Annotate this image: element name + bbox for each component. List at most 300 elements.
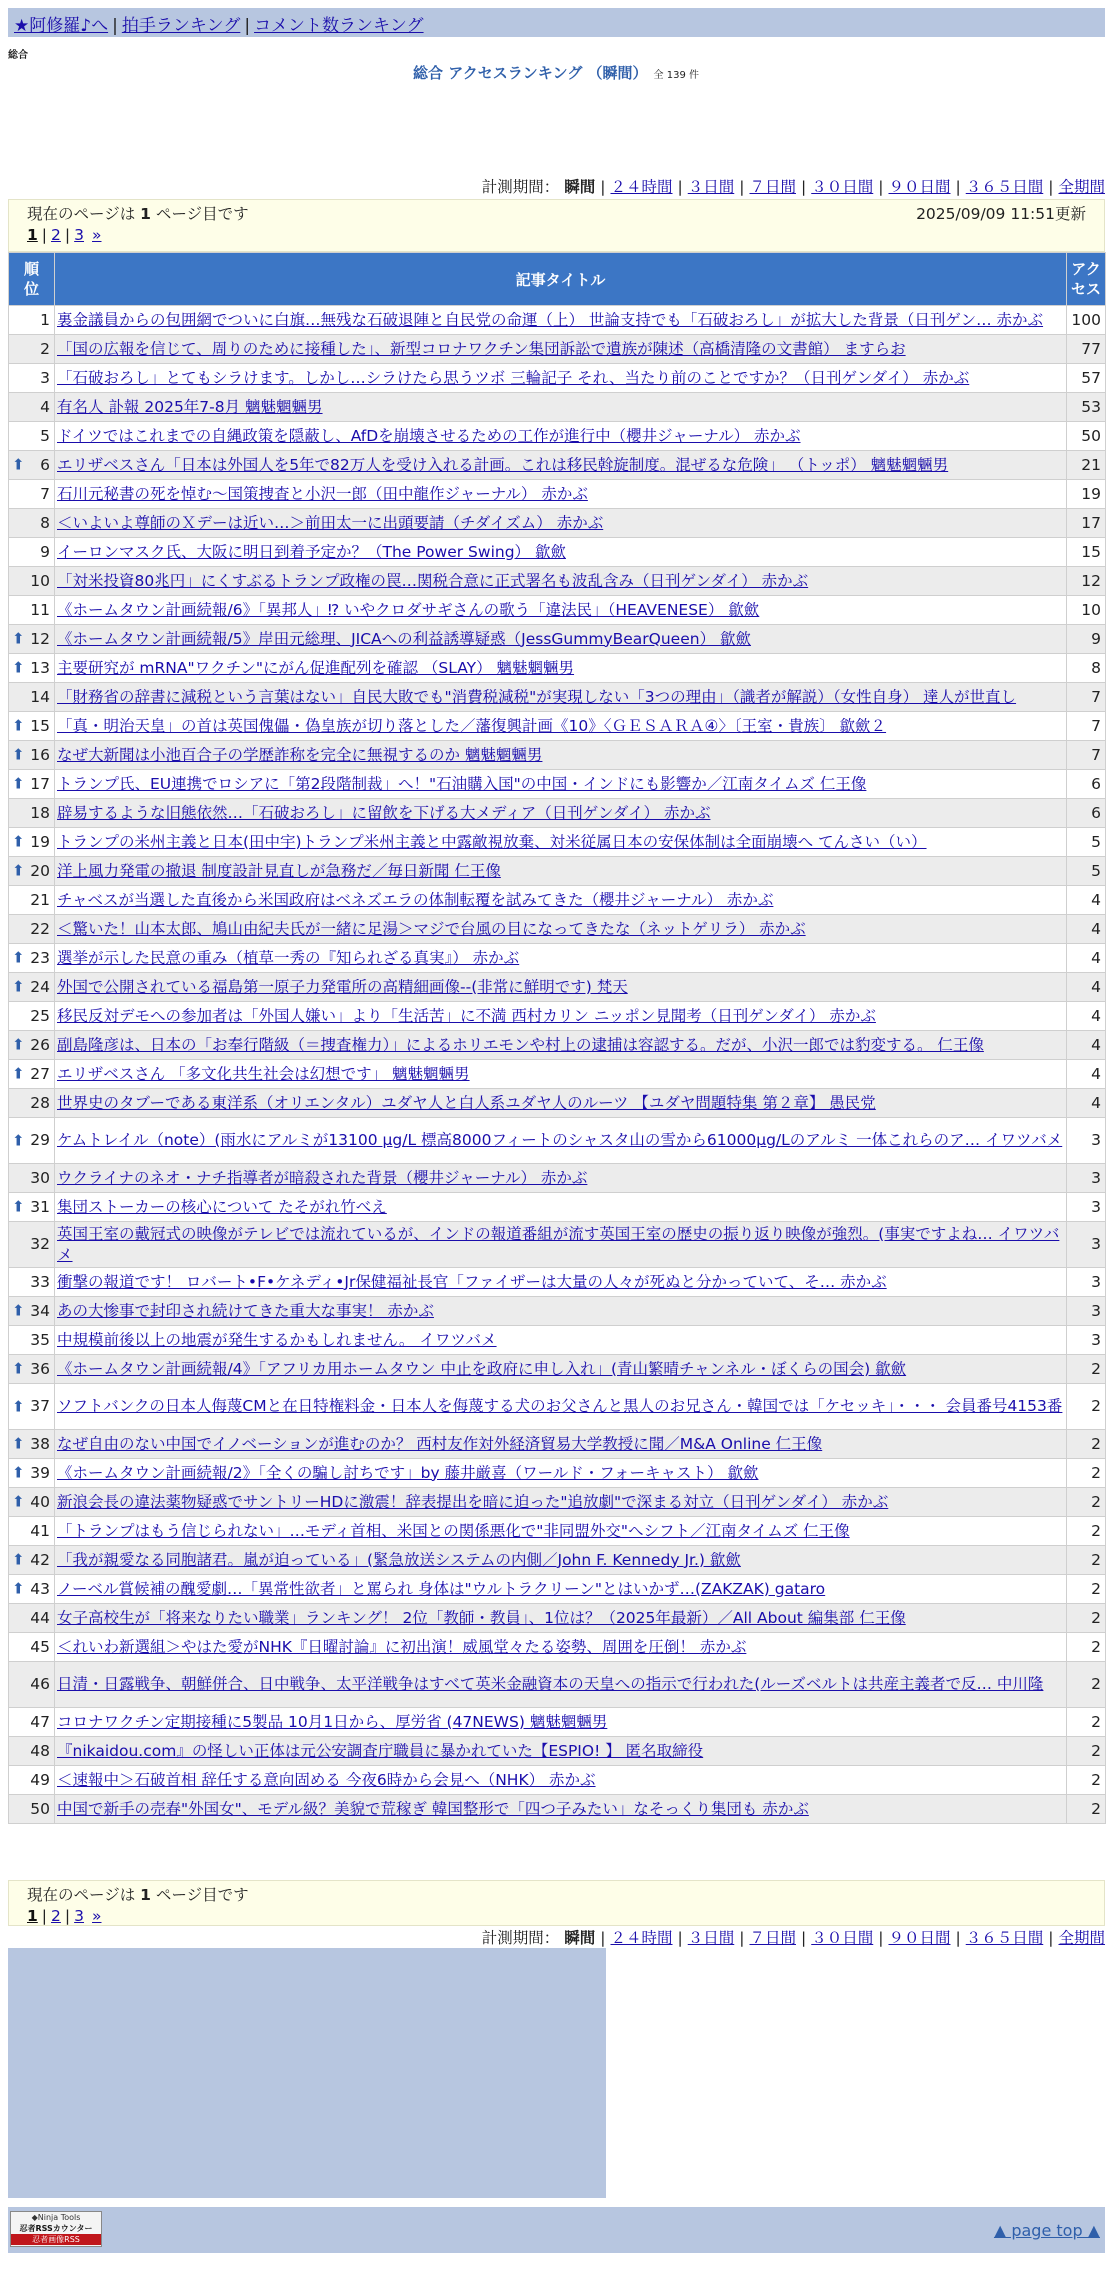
table-row xyxy=(9,1031,1106,1060)
article-title-link[interactable]: チャベスが当選した直後から米国政府はベネズエラの体制転覆を試みてきた（櫻井ジャーナル） 赤かぶ xyxy=(57,890,774,909)
period-bar-bottom: 計測期間： 瞬間 | ２４時間 | ３日間 | ７日間 | ３０日間 | ９０日間 | ３６５日間 | 全期間 xyxy=(481,1929,1105,1947)
rank-cell xyxy=(9,480,55,509)
rank-number: 20 xyxy=(30,861,50,880)
rank-cell xyxy=(9,1326,55,1355)
article-title-link[interactable]: エリザベスさん 「多文化共生社会は幻想です」 魑魅魍魎男 xyxy=(57,1064,470,1083)
access-count: 17 xyxy=(1067,509,1106,538)
access-count: 4 xyxy=(1067,944,1106,973)
title-cell xyxy=(55,654,1067,683)
rank-cell xyxy=(9,1737,55,1766)
period-link-7d[interactable]: ７日間 xyxy=(749,178,796,196)
period-link-7d[interactable]: ７日間 xyxy=(749,1929,796,1947)
rank-up-arrow-icon: ⬆ xyxy=(12,1550,25,1569)
rank-up-arrow-icon: ⬆ xyxy=(12,1359,25,1378)
table-row xyxy=(9,1488,1106,1517)
ad-placeholder[interactable] xyxy=(8,1948,606,2198)
table-row xyxy=(9,683,1106,712)
ninja-tools-logo[interactable]: ◆Ninja Tools 忍者RSSカウンター 忍者画像RSS xyxy=(10,2211,102,2247)
rank-number: 37 xyxy=(30,1397,50,1415)
period-link-90d[interactable]: ９０日間 xyxy=(888,1929,951,1947)
rank-number: 31 xyxy=(30,1197,50,1216)
rank-number: 2 xyxy=(40,339,50,358)
access-count: 2 xyxy=(1067,1546,1106,1575)
period-link-365d[interactable]: ３６５日間 xyxy=(965,178,1044,196)
pager-link-2[interactable]: 2 xyxy=(51,226,61,244)
table-row xyxy=(9,364,1106,393)
pager-link-3[interactable]: 3 xyxy=(74,226,85,244)
table-row xyxy=(9,538,1106,567)
title-cell xyxy=(55,1268,1067,1297)
article-title-link[interactable]: 《ホームタウン計画続報/5》岸田元総理、JICAへの利益誘導疑惑（JessGummyBearQueen） 歙歛 xyxy=(57,629,752,648)
access-count: 8 xyxy=(1067,654,1106,683)
article-title-link[interactable]: 辟易するような旧態依然…「石破おろし」に留飲を下げる大メディア（日刊ゲンダイ） 赤かぶ xyxy=(57,803,711,822)
table-row xyxy=(9,1546,1106,1575)
article-title-link[interactable]: 「真・明治天皇」の首は英国傀儡・偽皇族が切り落とした／藩復興計画《10》〈ＧＥＳＡＲＡ④〉〔王室・貴族〕 歙歛２ xyxy=(57,716,887,735)
table-row xyxy=(9,1326,1106,1355)
title-cell xyxy=(55,596,1067,625)
table-row xyxy=(9,509,1106,538)
rank-up-arrow-icon: ⬆ xyxy=(12,1492,25,1511)
title-cell xyxy=(55,538,1067,567)
title-cell xyxy=(55,1297,1067,1326)
footer-bar xyxy=(8,2207,1105,2253)
title-cell xyxy=(55,364,1067,393)
table-row xyxy=(9,393,1106,422)
rank-number: 42 xyxy=(30,1550,50,1569)
table-row xyxy=(9,799,1106,828)
title-cell xyxy=(55,1633,1067,1662)
rank-number: 18 xyxy=(30,803,50,822)
rank-cell xyxy=(9,625,55,654)
article-title-link[interactable]: ＜速報中＞石破首相 辞任する意向固める 今夜6時から会見へ（NHK） 赤かぶ xyxy=(57,1770,596,1789)
rank-cell xyxy=(9,944,55,973)
article-title-link[interactable]: あの大惨事で封印され続けてきた重大な事実！ 赤かぶ xyxy=(57,1301,434,1320)
period-link-90d[interactable]: ９０日間 xyxy=(888,178,951,196)
table-row xyxy=(9,857,1106,886)
rank-up-arrow-icon: ⬆ xyxy=(12,1434,25,1453)
title-cell xyxy=(55,393,1067,422)
article-title-link[interactable]: 外国で公開されている福島第一原子力発電所の高精細画像--(非常に鮮明です) 梵天 xyxy=(57,977,628,996)
rank-cell xyxy=(9,509,55,538)
page-top-link[interactable]: ▲ page top ▲ xyxy=(993,2221,1100,2240)
rank-cell xyxy=(9,712,55,741)
table-row xyxy=(9,1459,1106,1488)
rank-number: 24 xyxy=(30,977,50,996)
title-cell xyxy=(55,422,1067,451)
period-current: 瞬間 xyxy=(564,178,596,196)
article-title-link[interactable]: 洋上風力発電の撤退 制度設計見直しが急務だ／毎日新聞 仁王像 xyxy=(57,861,501,880)
rank-cell xyxy=(9,422,55,451)
article-title-link[interactable]: 「国の広報を信じて、周りのために接種した」、新型コロナワクチン集団訴訟で遺族が陳述（高橋清隆の文書館） ますらお xyxy=(57,339,906,358)
table-row xyxy=(9,596,1106,625)
pager-bottom: 1 | 2 | 3 » xyxy=(27,1907,102,1925)
title-cell xyxy=(55,1031,1067,1060)
rank-cell xyxy=(9,886,55,915)
title-cell xyxy=(55,828,1067,857)
rank-cell xyxy=(9,306,55,335)
period-label: 計測期間： xyxy=(481,178,560,196)
period-link-30d[interactable]: ３０日間 xyxy=(811,1929,874,1947)
rank-cell xyxy=(9,1766,55,1795)
rank-cell xyxy=(9,915,55,944)
title-cell xyxy=(55,1430,1067,1459)
title-cell xyxy=(55,1060,1067,1089)
rank-cell xyxy=(9,1118,55,1164)
article-title-link[interactable]: 「財務省の辞書に減税という言葉はない」自民大敗でも"消費税減税"が実現しない「3つの理由」（識者が解説）（女性自身） 達人が世直し xyxy=(57,687,1017,706)
access-count: 2 xyxy=(1067,1708,1106,1737)
rank-cell xyxy=(9,799,55,828)
rank-cell xyxy=(9,567,55,596)
access-count: 5 xyxy=(1067,857,1106,886)
rank-up-arrow-icon: ⬆ xyxy=(12,977,25,996)
rank-number: 19 xyxy=(30,832,50,851)
rank-cell xyxy=(9,1297,55,1326)
rank-cell xyxy=(9,335,55,364)
title-cell xyxy=(55,944,1067,973)
title-cell xyxy=(55,1326,1067,1355)
period-link-24h[interactable]: ２４時間 xyxy=(610,1929,673,1947)
access-count: 2 xyxy=(1067,1604,1106,1633)
period-link-30d[interactable]: ３０日間 xyxy=(811,178,874,196)
pager-current: 1 xyxy=(27,226,38,244)
article-title-link[interactable]: 衝撃の報道です！ ロバート•F•ケネディ•Jr保健福祉長官「ファイザーは大量の人々が死ぬと分かっていて、そ… 赤かぶ xyxy=(57,1272,887,1291)
nav-separator: | xyxy=(244,16,251,36)
article-title-link[interactable]: トランプ氏、EU連携でロシアに「第2段階制裁」へ！"石油購入国"の中国・インドにも影響か／江南タイムズ 仁王像 xyxy=(57,774,867,793)
article-title-link[interactable]: 英国王室の戴冠式の映像がテレビでは流れているが、インドの報道番組が流す英国王室の歴史の振り返り映像が強烈。(事実ですよね… イワツバメ xyxy=(57,1224,1060,1264)
title-cell xyxy=(55,915,1067,944)
article-title-link[interactable]: 『nikaidou.com』の怪しい正体は元公安調査庁職員に暴かれていた【ESPIO! 】 匿名取締役 xyxy=(57,1741,704,1760)
rank-number: 43 xyxy=(30,1579,50,1598)
rank-cell xyxy=(9,1708,55,1737)
period-link-24h[interactable]: ２４時間 xyxy=(610,178,673,196)
rank-number: 9 xyxy=(40,542,50,561)
current-page-text: 現在のページは 1 ページ目です xyxy=(27,205,249,223)
article-title-link[interactable]: 女子高校生が「将来なりたい職業」ランキング！ 2位「教師・教員」、1位は？（2025年最新）／All About 編集部 仁王像 xyxy=(57,1608,906,1627)
title-cell xyxy=(55,886,1067,915)
rank-number: 14 xyxy=(30,687,50,706)
current-page-text-bottom: 現在のページは 1 ページ目です xyxy=(27,1886,249,1904)
rank-up-arrow-icon: ⬆ xyxy=(12,1064,25,1083)
rank-number: 33 xyxy=(30,1272,50,1291)
period-link-3d[interactable]: ３日間 xyxy=(687,1929,735,1947)
table-row xyxy=(9,306,1106,335)
rank-cell xyxy=(9,1384,55,1430)
article-title-link[interactable]: 中国で新手の売春"外国女"、モデル級？美貌で荒稼ぎ 韓国整形で「四つ子みたい」なそっくり集団も 赤かぶ xyxy=(57,1799,809,1818)
rank-number: 46 xyxy=(30,1675,50,1693)
article-title-link[interactable]: ソフトバンクの日本人侮蔑CMと在日特権料金・日本人を侮蔑する犬のお父さんと黒人のお兄さん・韓国では「ケセッキ」・・・ 会員番号4153番 xyxy=(57,1397,1063,1415)
article-title-link[interactable]: 「対米投資80兆円」にくすぶるトランプ政権の罠…関税合意に正式署名も波乱含み（日刊ゲンダイ） 赤かぶ xyxy=(57,571,809,590)
rank-number: 35 xyxy=(30,1330,50,1349)
title-cell xyxy=(55,1384,1067,1430)
table-row xyxy=(9,1118,1106,1164)
article-title-link[interactable]: ウクライナのネオ・ナチ指導者が暗殺された背景（櫻井ジャーナル） 赤かぶ xyxy=(57,1168,588,1187)
access-count: 4 xyxy=(1067,1031,1106,1060)
rank-cell xyxy=(9,683,55,712)
rank-number: 13 xyxy=(30,658,50,677)
access-count: 2 xyxy=(1067,1384,1106,1430)
access-count: 7 xyxy=(1067,683,1106,712)
title-cell xyxy=(55,799,1067,828)
article-title-link[interactable]: 裏金議員からの包囲網でついに白旗…無残な石破退陣と自民党の命運（上） 世論支持でも「石破おろし」が拡大した背景（日刊ゲン… 赤かぶ xyxy=(57,310,1044,329)
article-title-link[interactable]: 「石破おろし」とてもシラけます。しかし…シラけたら思うツボ 三輪記子 それ、当たり前のことですか？（日刊ゲンダイ） 赤かぶ xyxy=(57,368,970,387)
access-count: 77 xyxy=(1067,335,1106,364)
article-title-link[interactable]: 《ホームタウン計画続報/4》「アフリカ用ホームタウン 中止を政府に申し入れ」(青山繁晴チャンネル・ぼくらの国会) 歙歛 xyxy=(57,1359,907,1378)
period-label: 計測期間： xyxy=(481,1929,560,1947)
access-count: 3 xyxy=(1067,1268,1106,1297)
access-count: 2 xyxy=(1067,1766,1106,1795)
article-title-link[interactable]: イーロンマスク氏、大阪に明日到着予定か？（The Power Swing） 歙歛 xyxy=(57,542,566,561)
article-title-link[interactable]: なぜ自由のない中国でイノベーションが進むのか？ 西村友作対外経済貿易大学教授に聞／M&A Online 仁王像 xyxy=(57,1434,823,1453)
article-title-link[interactable]: エリザベスさん「日本は外国人を5年で82万人を受け入れる計画。これは移民斡旋制度。混ぜるな危険」 （トッポ） 魑魅魍魎男 xyxy=(57,455,949,474)
rank-cell xyxy=(9,1459,55,1488)
rank-number: 21 xyxy=(30,890,50,909)
nav-link-asyura[interactable]: ★阿修羅♪へ xyxy=(14,16,109,36)
access-count: 19 xyxy=(1067,480,1106,509)
rank-up-arrow-icon: ⬆ xyxy=(12,832,25,851)
article-title-link[interactable]: トランプの米州主義と日本(田中宇)トランプ米州主義と中露敵視放棄、対米従属日本の安保体制は全面崩壊へ てんさい（い） xyxy=(57,832,927,851)
article-title-link[interactable]: ドイツではこれまでの自縄政策を隠蔽し、AfDを崩壊させるための工作が進行中（櫻井ジャーナル） 赤かぶ xyxy=(57,426,801,445)
table-header-row xyxy=(9,253,1106,306)
access-count: 4 xyxy=(1067,1089,1106,1118)
access-count: 3 xyxy=(1067,1222,1106,1268)
period-link-365d[interactable]: ３６５日間 xyxy=(965,1929,1044,1947)
article-title-link[interactable]: 移民反対デモへの参加者は「外国人嫌い」より「生活苦」に不満 西村カリン ニッポン見聞考（日刊ゲンダイ） 赤かぶ xyxy=(57,1006,876,1025)
access-count: 2 xyxy=(1067,1459,1106,1488)
page-title xyxy=(0,62,1112,83)
title-cell xyxy=(55,1737,1067,1766)
table-row xyxy=(9,741,1106,770)
article-title-link[interactable]: 「トランプはもう信じられない」…モディ首相、米国との関係悪化で"非同盟外交"へシフト／江南タイムズ 仁王像 xyxy=(57,1521,850,1540)
rank-up-arrow-icon: ⬆ xyxy=(12,1579,25,1598)
article-title-link[interactable]: 副島隆彦は、日本の「お奉行階級（＝捜査権力）」によるホリエモンや村上の逮捕は容認する。だが、小沢一郎では豹変する。 仁王像 xyxy=(57,1035,984,1054)
access-count: 3 xyxy=(1067,1326,1106,1355)
table-row xyxy=(9,1193,1106,1222)
article-title-link[interactable]: 有名人 訃報 2025年7-8月 魑魅魍魎男 xyxy=(57,397,323,416)
col-header-access: アクセス xyxy=(1067,253,1106,306)
rank-up-arrow-icon: ⬆ xyxy=(12,948,25,967)
page-title-text: 総合 アクセスランキング （瞬間） xyxy=(413,64,648,82)
total-count: 全 139 件 xyxy=(653,70,699,81)
article-title-link[interactable]: 「我が親愛なる同胞諸君。嵐が迫っている」(緊急放送システムの内側／John F. Kennedy Jr.) 歙歛 xyxy=(57,1550,741,1569)
pager-next[interactable]: » xyxy=(92,226,102,244)
rank-cell xyxy=(9,1089,55,1118)
period-link-all[interactable]: 全期間 xyxy=(1058,1929,1105,1947)
pager-link-2[interactable]: 2 xyxy=(51,1907,61,1925)
rank-number: 16 xyxy=(30,745,50,764)
rank-cell xyxy=(9,1060,55,1089)
table-row xyxy=(9,1222,1106,1268)
nav-separator: | xyxy=(112,16,118,36)
pager-current: 1 xyxy=(27,1907,38,1925)
article-title-link[interactable]: コロナワクチン定期接種に5製品 10月1日から、厚労省 (47NEWS) 魑魅魍魎男 xyxy=(57,1712,608,1731)
access-count: 2 xyxy=(1067,1488,1106,1517)
title-cell xyxy=(55,1222,1067,1268)
rank-number: 45 xyxy=(30,1637,50,1656)
article-title-link[interactable]: 新浪会長の違法薬物疑惑でサントリーHDに激震！辞表提出を暗に迫った"追放劇"で深まる対立（日刊ゲンダイ） 赤かぶ xyxy=(57,1492,889,1511)
pager-next[interactable]: » xyxy=(92,1907,102,1925)
table-row xyxy=(9,915,1106,944)
rank-up-arrow-icon: ⬆ xyxy=(12,1463,25,1482)
rank-number: 27 xyxy=(30,1064,50,1083)
title-cell xyxy=(55,306,1067,335)
access-count: 4 xyxy=(1067,1060,1106,1089)
rank-cell xyxy=(9,1575,55,1604)
rank-up-arrow-icon: ⬆ xyxy=(12,455,25,474)
period-link-all[interactable]: 全期間 xyxy=(1058,178,1105,196)
rank-up-arrow-icon: ⬆ xyxy=(12,861,25,880)
title-cell xyxy=(55,741,1067,770)
table-row xyxy=(9,1737,1106,1766)
access-count: 2 xyxy=(1067,1355,1106,1384)
rank-cell xyxy=(9,1355,55,1384)
rank-number: 15 xyxy=(30,716,50,735)
rank-number: 11 xyxy=(30,600,50,619)
period-bar-top: 計測期間： 瞬間 | ２４時間 | ３日間 | ７日間 | ３０日間 | ９０日間 | ３６５日間 | 全期間 xyxy=(481,178,1105,196)
ranking-table xyxy=(8,252,1106,1824)
rank-number: 17 xyxy=(30,774,50,793)
table-row xyxy=(9,973,1106,1002)
article-title-link[interactable]: 中規模前後以上の地震が発生するかもしれません。 イワツバメ xyxy=(57,1330,497,1349)
table-row xyxy=(9,1795,1106,1824)
table-row xyxy=(9,712,1106,741)
table-row xyxy=(9,625,1106,654)
article-title-link[interactable]: 《ホームタウン計画続報/6》「異邦人」⁉ いやクロダサギさんの歌う「違法民」（HEAVENESE） 歙歛 xyxy=(57,600,760,619)
access-count: 7 xyxy=(1067,712,1106,741)
access-count: 2 xyxy=(1067,1737,1106,1766)
rank-number: 38 xyxy=(30,1434,50,1453)
table-row xyxy=(9,480,1106,509)
rank-cell xyxy=(9,393,55,422)
article-title-link[interactable]: ＜いよいよ尊師のＸデーは近い…＞前田太一に出頭要請（チダイズム） 赤かぶ xyxy=(57,513,604,532)
title-cell xyxy=(55,335,1067,364)
rank-cell xyxy=(9,1795,55,1824)
nav-link-comment-ranking[interactable]: コメント数ランキング xyxy=(254,16,424,36)
access-count: 9 xyxy=(1067,625,1106,654)
article-title-link[interactable]: ケムトレイル（note）(雨水にアルミが13100 μg/L 標高8000フィートのシャスタ山の雪から61000μg/Lのアルミ 一体これらのア… イワツバメ xyxy=(57,1131,1063,1149)
access-count: 2 xyxy=(1067,1795,1106,1824)
access-count: 50 xyxy=(1067,422,1106,451)
article-title-link[interactable]: ＜驚いた！山本太郎、鳩山由紀夫氏が一緒に足湯＞マジで台風の目になってきたな（ネットゲリラ） 赤かぶ xyxy=(57,919,806,938)
col-header-title: 記事タイトル xyxy=(55,253,1067,306)
rank-number: 34 xyxy=(30,1301,50,1320)
title-cell xyxy=(55,1488,1067,1517)
table-row xyxy=(9,1662,1106,1708)
rank-number: 40 xyxy=(30,1492,50,1511)
article-title-link[interactable]: 《ホームタウン計画続報/2》「全くの騙し討ちです」by 藤井厳喜（ワールド・フォーキャスト） 歙歛 xyxy=(57,1463,759,1482)
rank-number: 5 xyxy=(40,426,50,445)
pager-link-3[interactable]: 3 xyxy=(74,1907,85,1925)
page-info-top xyxy=(8,199,1105,252)
rank-number: 41 xyxy=(30,1521,50,1540)
rank-number: 7 xyxy=(40,484,50,503)
rank-number: 39 xyxy=(30,1463,50,1482)
table-row xyxy=(9,451,1106,480)
title-cell xyxy=(55,1118,1067,1164)
article-title-link[interactable]: 石川元秘書の死を悼む〜国策捜査と小沢一郎（田中龍作ジャーナル） 赤かぶ xyxy=(57,484,588,503)
table-row xyxy=(9,1268,1106,1297)
article-title-link[interactable]: 日清・日露戦争、朝鮮併合、日中戦争、太平洋戦争はすべて英米金融資本の天皇への指示で行われた(ルーズベルトは共産主義者で反… 中川隆 xyxy=(57,1675,1044,1693)
access-count: 12 xyxy=(1067,567,1106,596)
rank-number: 48 xyxy=(30,1741,50,1760)
rank-cell xyxy=(9,1546,55,1575)
title-cell xyxy=(55,1002,1067,1031)
title-cell xyxy=(55,451,1067,480)
rank-number: 29 xyxy=(30,1131,50,1149)
category-label: 総合 xyxy=(8,50,28,61)
title-cell xyxy=(55,712,1067,741)
table-row xyxy=(9,1517,1106,1546)
rank-number: 50 xyxy=(30,1799,50,1818)
article-title-link[interactable]: ノーベル賞候補の醜愛劇…「異常性欲者」と罵られ 身体は"ウルトラクリーン"とはいかず…(ZAKZAK) gataro xyxy=(57,1579,826,1598)
table-row xyxy=(9,1604,1106,1633)
table-row xyxy=(9,944,1106,973)
article-title-link[interactable]: 集団ストーカーの核心について たそがれ竹べえ xyxy=(57,1197,387,1216)
table-row xyxy=(9,1384,1106,1430)
access-count: 15 xyxy=(1067,538,1106,567)
table-row xyxy=(9,886,1106,915)
article-title-link[interactable]: ＜れいわ新選組＞やはた愛がNHK『日曜討論』に初出演！威風堂々たる姿勢、周囲を圧倒！ 赤かぶ xyxy=(57,1637,747,1656)
access-count: 2 xyxy=(1067,1633,1106,1662)
table-row xyxy=(9,567,1106,596)
rank-number: 6 xyxy=(40,455,50,474)
rank-number: 12 xyxy=(30,629,50,648)
rank-cell xyxy=(9,770,55,799)
access-count: 2 xyxy=(1067,1575,1106,1604)
pager: 1 | 2 | 3 » xyxy=(27,226,102,244)
table-row xyxy=(9,1089,1106,1118)
rank-cell xyxy=(9,857,55,886)
table-row xyxy=(9,1633,1106,1662)
table-row xyxy=(9,1060,1106,1089)
title-cell xyxy=(55,1708,1067,1737)
access-count: 3 xyxy=(1067,1164,1106,1193)
access-count: 3 xyxy=(1067,1297,1106,1326)
table-row xyxy=(9,770,1106,799)
title-cell xyxy=(55,625,1067,654)
title-cell xyxy=(55,1517,1067,1546)
access-count: 6 xyxy=(1067,799,1106,828)
rank-cell xyxy=(9,1517,55,1546)
rank-cell xyxy=(9,741,55,770)
rank-cell xyxy=(9,538,55,567)
rank-up-arrow-icon: ⬆ xyxy=(12,774,25,793)
table-row xyxy=(9,1575,1106,1604)
table-row xyxy=(9,1708,1106,1737)
access-count: 2 xyxy=(1067,1430,1106,1459)
title-cell xyxy=(55,857,1067,886)
rank-cell xyxy=(9,828,55,857)
article-title-link[interactable]: 選挙が示した民意の重み（植草一秀の『知られざる真実』） 赤かぶ xyxy=(57,948,520,967)
rank-cell xyxy=(9,1662,55,1708)
access-count: 5 xyxy=(1067,828,1106,857)
access-count: 4 xyxy=(1067,915,1106,944)
rank-cell xyxy=(9,451,55,480)
period-link-3d[interactable]: ３日間 xyxy=(687,178,735,196)
access-count: 3 xyxy=(1067,1118,1106,1164)
col-header-rank: 順位 xyxy=(9,253,55,306)
article-title-link[interactable]: なぜ大新聞は小池百合子の学歴詐称を完全に無視するのか 魑魅魍魎男 xyxy=(57,745,543,764)
rank-cell xyxy=(9,1604,55,1633)
rank-number: 23 xyxy=(30,948,50,967)
rank-up-arrow-icon: ⬆ xyxy=(12,629,25,648)
table-row xyxy=(9,335,1106,364)
article-title-link[interactable]: 世界史のタブーである東洋系（オリエンタル）ユダヤ人と白人系ユダヤ人のルーツ 【ユダヤ問題特集 第２章】 愚民党 xyxy=(57,1093,876,1112)
rank-cell xyxy=(9,1430,55,1459)
rank-cell xyxy=(9,1164,55,1193)
rank-up-arrow-icon: ⬆ xyxy=(12,716,25,735)
article-title-link[interactable]: 主要研究が mRNA"ワクチン"にがん促進配列を確認 （SLAY） 魑魅魍魎男 xyxy=(57,658,575,677)
nav-link-applause-ranking[interactable]: 拍手ランキング xyxy=(121,16,241,36)
